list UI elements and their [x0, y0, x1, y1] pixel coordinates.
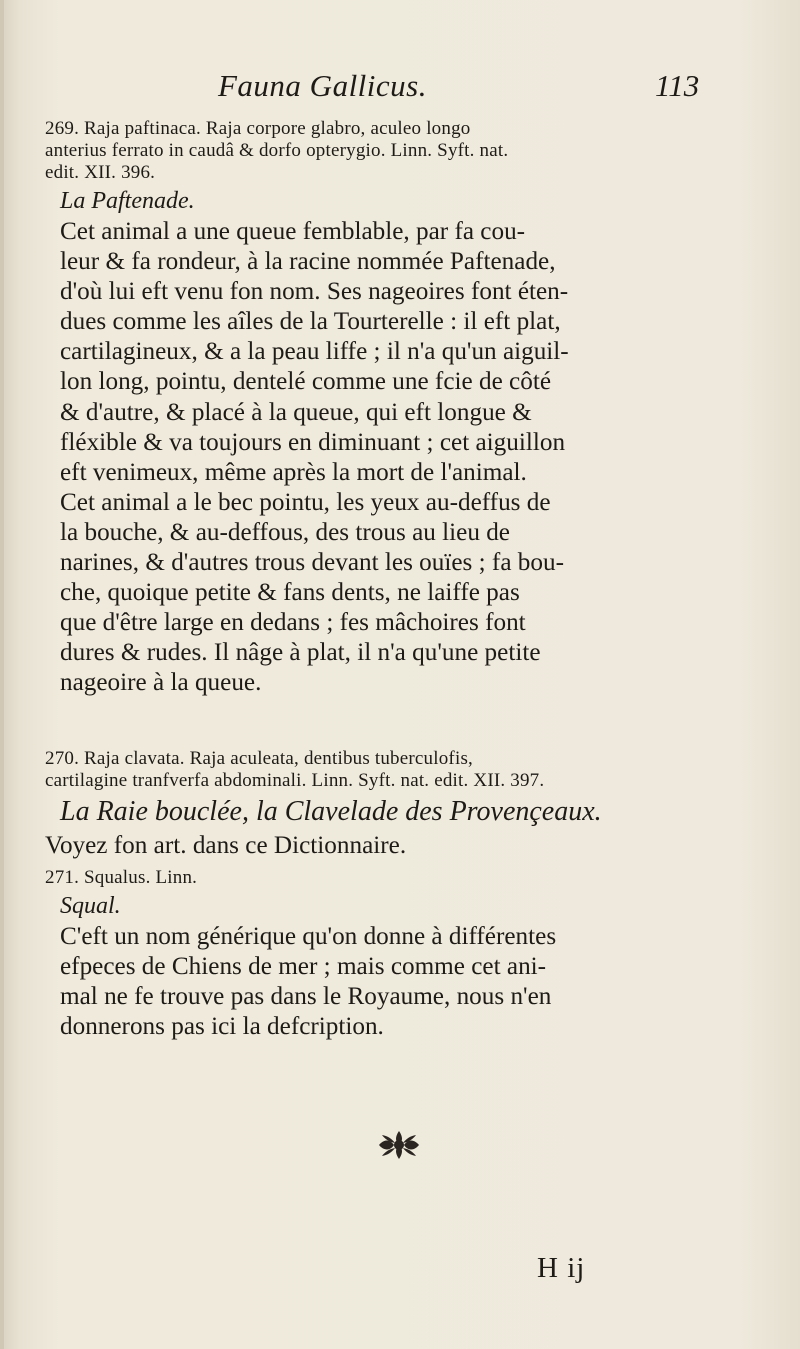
entry-citation [45, 867, 755, 889]
text-line: narines, & d'autres trous devant les ouïes ; fa bou- [60, 549, 564, 577]
signature-mark: H ij [537, 1252, 586, 1284]
text-line: mal ne fe trouve pas dans le Royaume, nous n'en [60, 983, 552, 1011]
text-line: efpeces de Chiens de mer ; mais comme cet ani- [60, 953, 547, 981]
text-line: la bouche, & au-deffous, des trous au lieu de [60, 518, 510, 546]
citation-line: cartilagine tranfverfa abdominali. Linn. Syft. nat. edit. XII. 397. [45, 770, 545, 791]
common-name: La Paftenade. [60, 188, 195, 214]
citation-line: 269. Raja paftinaca. Raja corpore glabro, aculeo longo [45, 118, 471, 139]
text-line: lon long, pointu, dentelé comme une fcie de côté [60, 368, 551, 396]
text-line: nageoire à la queue. [60, 669, 262, 697]
entry-description [45, 922, 755, 1042]
text-line: fléxible & va toujours en diminuant ; cet aiguillon [60, 428, 566, 456]
text-line: Cet animal a le bec pointu, les yeux au-deffus de [60, 488, 551, 516]
entry-269 [45, 118, 755, 699]
text-line: & d'autre, & placé à la queue, qui eft longue & [60, 398, 532, 426]
running-title: Fauna Gallicus. [218, 68, 427, 103]
entry-description [45, 217, 755, 699]
text-line: C'eft un nom générique qu'on donne à différentes [60, 923, 557, 950]
page-number: 113 [655, 68, 700, 103]
fleuron-icon [372, 1128, 426, 1166]
text-line: cartilagineux, & a la peau liffe ; il n'a qu'un aiguil- [60, 338, 569, 366]
text-line: Cet animal a une queue femblable, par fa cou- [60, 218, 526, 245]
text-line: que d'être large en dedans ; fes mâchoires font [60, 609, 526, 637]
text-line: che, quoique petite & fans dents, ne laiffe pas [60, 579, 520, 607]
citation-line: edit. XII. 396. [45, 162, 156, 183]
text-line: leur & fa rondeur, à la racine nommée Paftenade, [60, 248, 556, 276]
text-line: eft venimeux, même après la mort de l'animal. [60, 458, 527, 486]
citation-line: 270. Raja clavata. Raja aculeata, dentibus tuberculofis, [45, 748, 473, 769]
text-line: dues comme les aîles de la Tourterelle : il eft plat, [60, 308, 561, 336]
citation-line: 271. Squalus. Linn. [45, 867, 198, 888]
common-name: La Raie bouclée, la Clavelade des Provençeaux. [60, 796, 602, 827]
entry-citation [45, 118, 755, 184]
page-header [0, 68, 800, 108]
entry-270 [45, 748, 755, 861]
page-gutter [0, 0, 4, 1349]
citation-line: anterius ferrato in caudâ & dorfo opterygio. Linn. Syft. nat. [45, 140, 509, 161]
entry-citation [45, 748, 755, 792]
text-line: donnerons pas ici la defcription. [60, 1013, 384, 1041]
entry-description [45, 831, 755, 861]
text-line: d'où lui eft venu fon nom. Ses nageoires font éten- [60, 278, 569, 306]
common-name: Squal. [60, 893, 121, 919]
text-line: dures & rudes. Il nâge à plat, il n'a qu'une petite [60, 639, 541, 667]
text-line: Voyez fon art. dans ce Dictionnaire. [45, 832, 407, 859]
entry-271 [45, 867, 755, 1042]
